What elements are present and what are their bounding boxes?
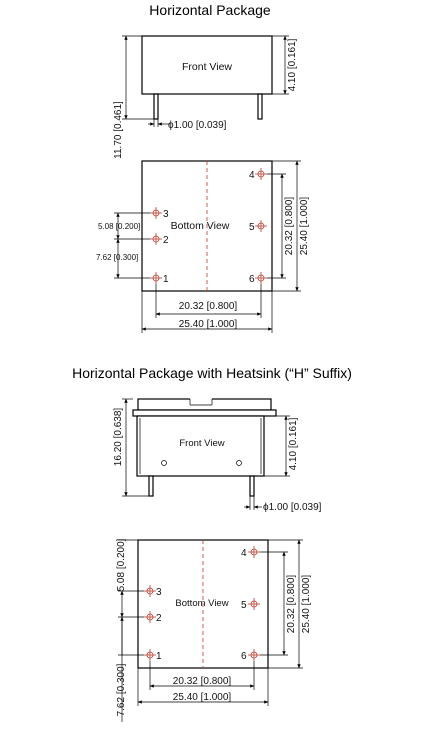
dim-body-horizontal-h: 25.40 [1.000]: [172, 692, 232, 703]
pin-label-5: 5: [249, 222, 255, 233]
dim-body-vertical-h: 25.40 [1.000]: [301, 574, 312, 634]
dim-pin-span-vertical: 20.32 [0.800]: [284, 196, 295, 256]
section2-title: Horizontal Package with Heatsink (“H” Suffix): [72, 365, 352, 381]
dim-front-height: 4.10 [0.161]: [287, 38, 298, 92]
front-pin-right: [258, 94, 262, 119]
pin-label-1: 1: [163, 274, 169, 285]
dim-pitch-508: 5.08 [0.200]: [98, 222, 141, 231]
pin-label-3-h: 3: [156, 587, 162, 598]
section1-title: Horizontal Package: [149, 2, 271, 18]
dim-pin-diameter: ϕ1.00 [0.039]: [168, 120, 227, 131]
section2-front-view: [113, 398, 322, 513]
pin-label-5-h: 5: [241, 600, 247, 611]
section1-bottom-view: [96, 161, 310, 333]
pin-label-4-h: 4: [241, 548, 247, 559]
dim-pin-span-horizontal: 20.32 [0.800]: [178, 301, 238, 312]
front-pin-left: [154, 94, 158, 119]
dim-total-height: 11.70 [0.461]: [113, 101, 124, 159]
pin-label-6: 6: [249, 274, 255, 285]
dim-body-horizontal: 25.40 [1.000]: [178, 319, 238, 330]
section2-bottom-view: [116, 538, 312, 722]
dim-pitch-762-h: 7.62 [0.300]: [116, 663, 127, 717]
front-pin-left-heatsink: [149, 476, 153, 496]
dim-pin-span-horizontal-h: 20.32 [0.800]: [172, 676, 232, 687]
front-view-label-heatsink: Front View: [179, 438, 225, 449]
section1-front-view: [113, 36, 298, 159]
pin-label-1-h: 1: [156, 651, 162, 662]
dim-front-height-heatsink: 4.10 [0.161]: [288, 417, 299, 471]
front-view-label: Front View: [182, 61, 232, 73]
heatsink-flange: [133, 410, 276, 416]
front-pin-right-heatsink: [250, 476, 254, 496]
dim-total-height-heatsink: 16.20 [0.638]: [113, 407, 124, 467]
pin-label-6-h: 6: [241, 651, 247, 662]
bottom-view-label-heatsink: Bottom View: [175, 598, 229, 609]
bottom-view-label: Bottom View: [170, 220, 230, 232]
dim-body-vertical: 25.40 [1.000]: [299, 196, 310, 256]
dim-pin-span-vertical-h: 20.32 [0.800]: [286, 574, 297, 634]
pin-label-2: 2: [163, 235, 169, 246]
dim-pitch-508-h: 5.08 [0.200]: [116, 538, 127, 592]
pin-label-3: 3: [163, 209, 169, 220]
dim-pitch-762: 7.62 [0.300]: [96, 253, 139, 262]
pin-label-2-h: 2: [156, 613, 162, 624]
dim-pin-diameter-heatsink: ϕ1.00 [0.039]: [263, 502, 322, 513]
pin-label-4: 4: [249, 170, 255, 181]
